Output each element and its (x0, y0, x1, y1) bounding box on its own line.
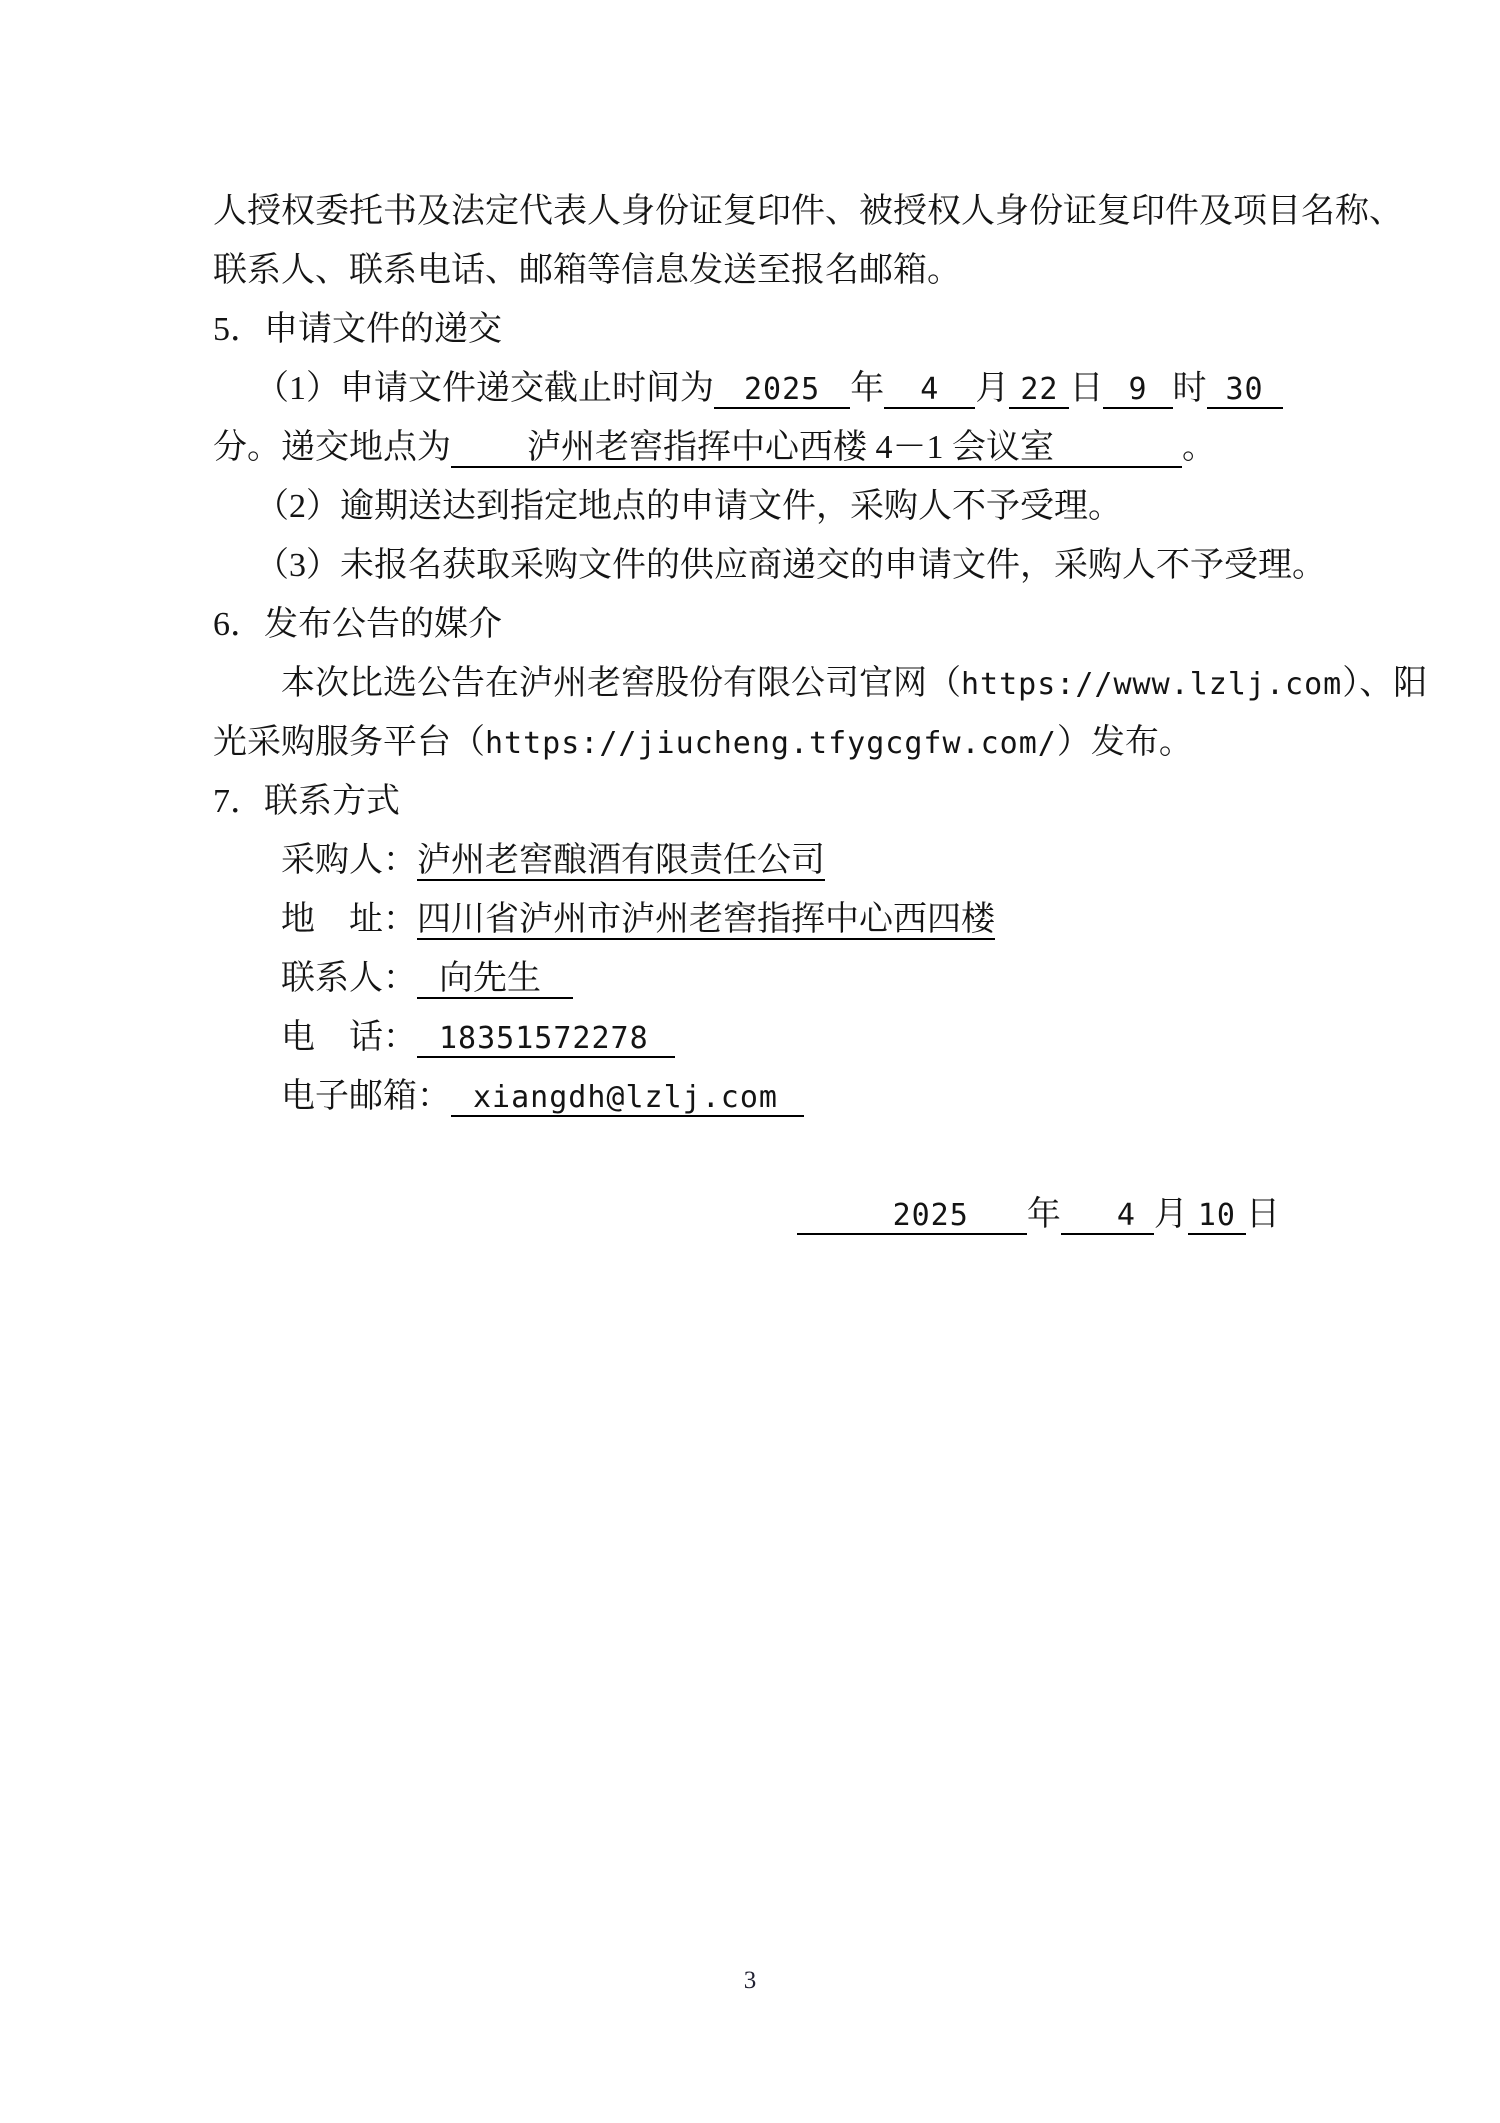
item2-line: （2）逾期送达到指定地点的申请文件，采购人不予受理。 (255, 488, 1122, 525)
media-line-2 (213, 713, 1280, 772)
address-value: 四川省泸州市泸州老窖指挥中心西四楼 (417, 901, 995, 938)
deadline-month-blank: 4 (884, 372, 975, 409)
section7-heading: 7．联系方式 (213, 783, 400, 820)
deadline-hour-label: 时 (1172, 370, 1207, 407)
person-label: 联系人： (281, 960, 417, 997)
deadline-year-label: 年 (850, 370, 885, 407)
location-blank: 泸州老窖指挥中心西楼 4－1 会议室 (451, 429, 1182, 468)
contact-email-line (213, 1067, 1280, 1126)
location-prefix: 分。递交地点为 (213, 429, 451, 466)
email-value: xiangdh@lzlj.com (451, 1080, 804, 1117)
document-body (213, 182, 1428, 1244)
blank-line (213, 1126, 1280, 1185)
phone-value: 18351572278 (417, 1021, 675, 1058)
deadline-month-label: 月 (975, 370, 1010, 407)
email-label: 电子邮箱： (281, 1078, 451, 1115)
section6-heading: 6．发布公告的媒介 (213, 606, 502, 643)
date-day-label: 日 (1246, 1196, 1280, 1233)
deadline-minute-blank: 30 (1207, 372, 1283, 409)
media-line2-text: 光采购服务平台（ (213, 724, 485, 761)
deadline-hour-blank: 9 (1103, 372, 1172, 409)
signature-date-line (213, 1185, 1280, 1244)
media-line1-text: 本次比选公告在泸州老窖股份有限公司官网（ (281, 665, 961, 702)
media-line1-tail: ）、阳 (1342, 665, 1428, 702)
date-day-blank: 10 (1188, 1198, 1246, 1235)
date-month-blank: 4 (1061, 1198, 1154, 1235)
contact-phone-line (213, 1008, 1280, 1067)
procurement-platform-url: https://jiucheng.tfygcgfw.com/ (485, 726, 1057, 761)
continuation-line-1: 人授权委托书及法定代表人身份证复印件、被授权人身份证复印件及项目名称、 (213, 193, 1403, 230)
date-month-label: 月 (1153, 1196, 1188, 1233)
phone-label: 电 话： (281, 1019, 417, 1056)
contact-person-line (213, 949, 1280, 1008)
person-value: 向先生 (417, 960, 573, 999)
company-website-url: https://www.lzlj.com (961, 667, 1343, 702)
purchaser-value: 泸州老窖酿酒有限责任公司 (417, 842, 825, 879)
contact-purchaser-line (213, 831, 1280, 890)
section5-heading: 5．申请文件的递交 (213, 311, 502, 348)
deadline-year-blank: 2025 (714, 372, 850, 409)
page-number: 3 (743, 1967, 757, 1994)
date-year-label: 年 (1026, 1196, 1061, 1233)
media-line2-tail: ）发布。 (1056, 724, 1193, 761)
location-line (213, 418, 1280, 477)
deadline-day-blank: 22 (1009, 372, 1069, 409)
purchaser-label: 采购人： (281, 842, 417, 879)
continuation-line-2: 联系人、联系电话、邮箱等信息发送至报名邮箱。 (213, 252, 961, 289)
deadline-line (213, 359, 1280, 418)
date-year-blank: 2025 (797, 1198, 1027, 1235)
deadline-prefix: （1）申请文件递交截止时间为 (255, 370, 714, 407)
deadline-day-label: 日 (1069, 370, 1104, 407)
location-suffix: 。 (1182, 429, 1216, 466)
address-label: 地 址： (281, 901, 417, 938)
media-line-1 (213, 654, 1428, 713)
item3-line: （3）未报名获取采购文件的供应商递交的申请文件，采购人不予受理。 (255, 547, 1326, 584)
contact-address-line (213, 890, 1280, 949)
